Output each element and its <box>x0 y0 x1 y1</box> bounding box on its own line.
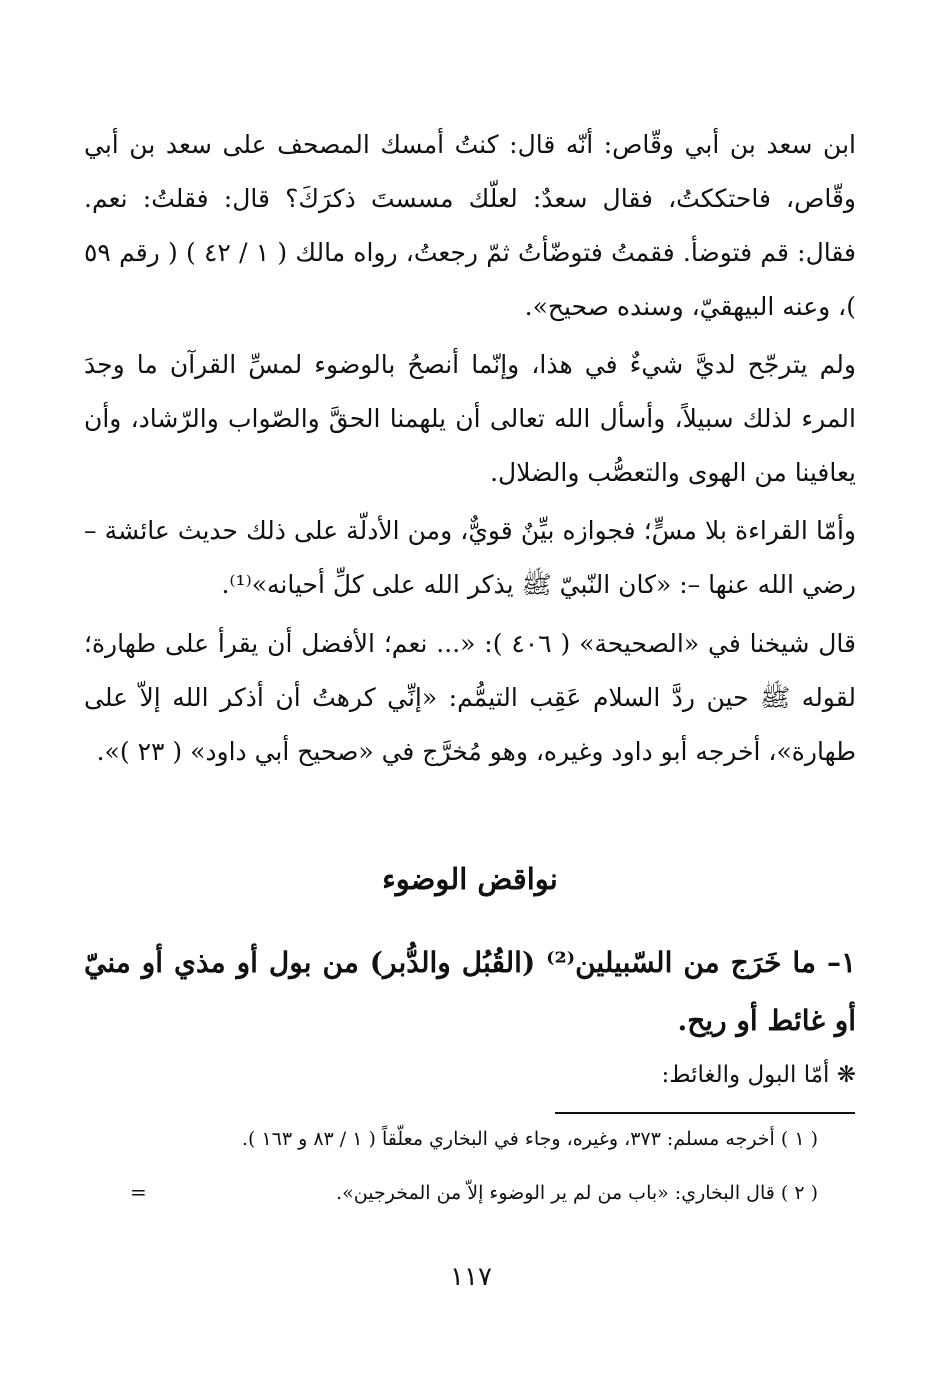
paragraph-hadith-saad: ابن سعد بن أبي وقّاص: أنّه قال: كنتُ أمسك المصحف على سعد بن أبي وقّاص، فاحتككتُ، فقال سعدٌ: لعلّك مسستَ ذكرَكَ؟ قال: فقلتُ: نعم. فقال: قم فتوضأ. فقمتُ فتوضّأتُ ثمّ رجعتُ، رواه مالك ( ١ / ٤٢ ) ( رقم ٥٩ )، وعنه البيهقيّ، وسنده صحيح». <box>84 130 856 321</box>
section-heading: نواقض الوضوء <box>382 862 558 896</box>
page-number: ١١٧ <box>450 1262 492 1292</box>
numbered-item-1: ١– ما خَرَج من السّبيلين⁽²⁾ (القُبُل والدُّبر) من بول أو مذي أو منيّ أو غائط أو ريح. <box>84 946 856 1037</box>
footnote-2: ( ٢ ) قال البخاري: «باب من لم ير الوضوء إلاّ من المخرجين». <box>336 1182 818 1204</box>
paragraph-reading-without-touch: وأمّا القراءة بلا مسٍّ؛ فجوازه بيِّنٌ قويٌّ، ومن الأدلّة على ذلك حديث عائشة – رضي الله عنها –: «كان النّبيّ ﷺ يذكر الله على كلِّ أحيانه»⁽¹⁾. <box>84 516 856 599</box>
footnote-1: ( ١ ) أخرجه مسلم: ٣٧٣، وغيره، وجاء في البخاري معلّقاً ( ١ / ٨٣ و ١٦٣ ). <box>241 1128 818 1150</box>
footnote-separator <box>555 1112 855 1114</box>
continuation-mark: = <box>130 1180 147 1204</box>
paragraph-author-opinion: ولم يترجّح لديَّ شيءٌ في هذا، وإنّما أنصحُ بالوضوء لمسِّ القرآن ما وجدَ المرء لذلك سبيلاً، وأسأل الله تعالى أن يلهمنا الحقَّ والصّواب والرّشاد، وأن يعافينا من الهوى والتعصُّب والضلال. <box>84 350 856 487</box>
subheading: ❋ أمّا البول والغائط: <box>661 1062 856 1088</box>
paragraph-shaykh-quote: قال شيخنا في «الصحيحة» ( ٤٠٦ ): «... نعم؛ الأفضل أن يقرأ على طهارة؛ لقوله ﷺ حين ردَّ السلام عَقِب التيمُّم: «إنِّي كرهتُ أن أذكر الله إلاّ على طهارة»، أخرجه أبو داود وغيره، وهو مُخرَّج في «صحيح أبي داود» ( ٢٣ )». <box>84 629 856 766</box>
